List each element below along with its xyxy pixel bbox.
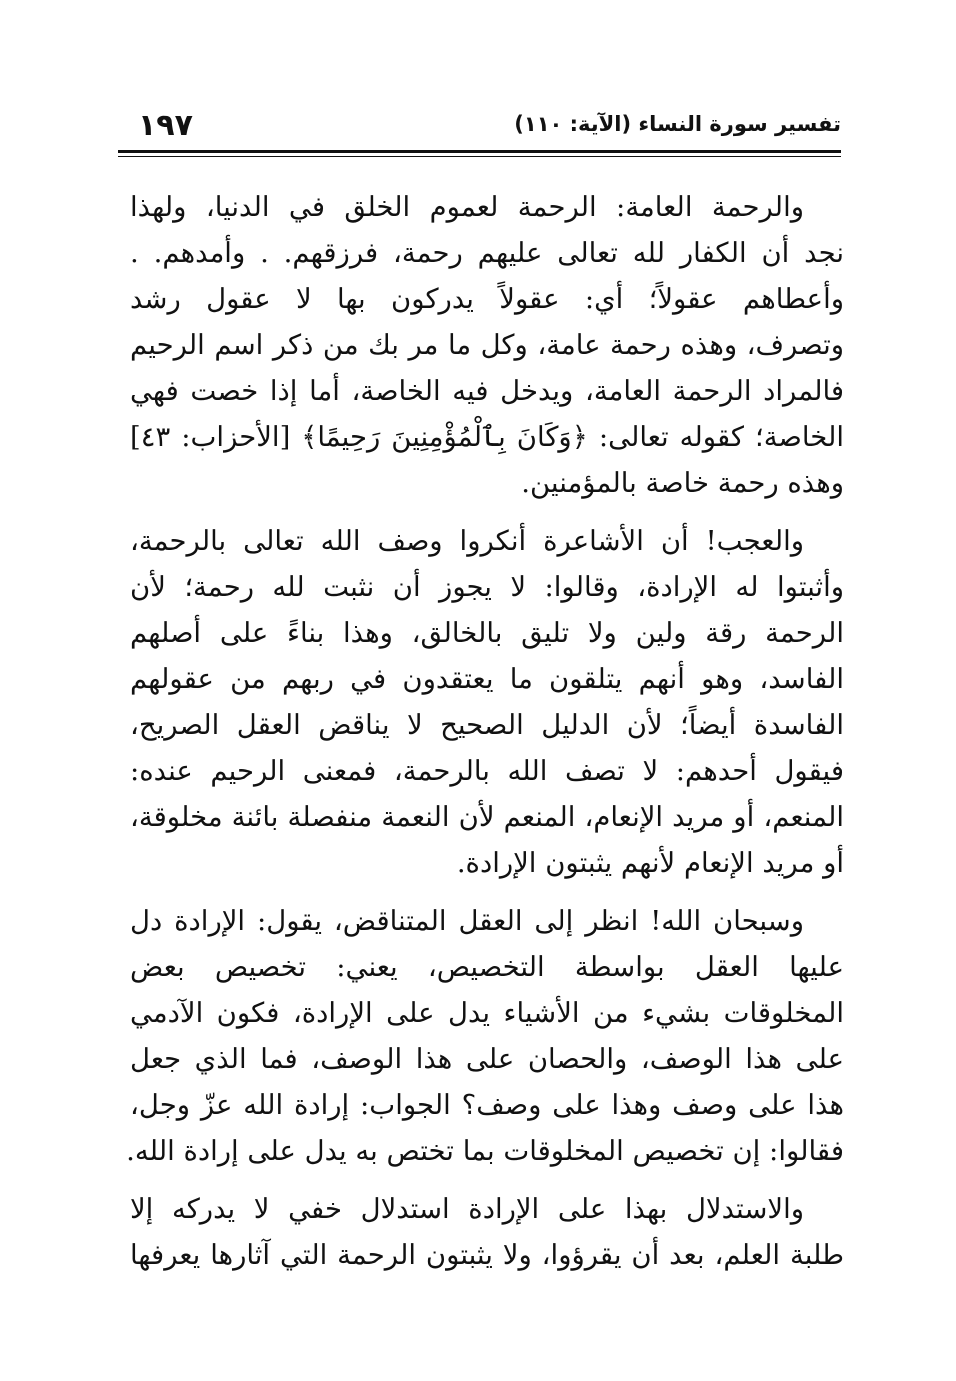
text-line: الفاسد، وهو أنهم يتلقون ما يعتقدون في ربهم من عقولهم	[130, 663, 844, 695]
text-line: وأثبتوا له الإرادة، وقالوا: لا يجوز أن نثبت لله رحمة؛ لأن	[130, 571, 844, 603]
text-line: على هذا الوصف، والحصان على هذا الوصف، فما الذي جعل	[130, 1043, 844, 1075]
text-line: هذا على وصف وهذا على وصف؟ الجواب: إرادة الله عزّ وجل،	[130, 1089, 844, 1121]
header-rule-thin	[118, 156, 841, 157]
text-line: عليها العقل بواسطة التخصيص، يعني: تخصيص بعض	[130, 951, 844, 983]
text-line: وهذه رحمة خاصة بالمؤمنين.	[521, 467, 844, 499]
text-line: والرحمة العامة: الرحمة لعموم الخلق في الدنيا، ولهذا	[130, 191, 804, 223]
text-line: فقالوا: إن تخصيص المخلوقات بما تختص به يدل على إرادة الله.	[126, 1135, 844, 1167]
text-line: والاستدلال بهذا على الإرادة استدلال خفي لا يدركه إلا	[130, 1193, 804, 1225]
text-line: المنعم، أو مريد الإنعام، المنعم لأن النعمة منفصلة بائنة مخلوقة،	[130, 801, 844, 833]
text-line: أو مريد الإنعام لأنهم يثبتون الإرادة.	[456, 847, 844, 879]
text-line: الرحمة رقة ولين ولا تليق بالخالق، وهذا بناءً على أصلهم	[130, 617, 844, 649]
page-number: ١٩٧	[138, 108, 193, 143]
text-line: نجد أن الكفار لله تعالى عليهم رحمة، فرزقهم. . وأمدهم. .	[130, 237, 844, 269]
text-line: وسبحان الله! انظر إلى العقل المتناقض، يقول: الإرادة دل	[130, 905, 804, 937]
page-header	[120, 108, 841, 150]
text-line: وتصرف، وهذه رحمة عامة، وكل ما مر بك من ذكر اسم الرحيم	[130, 329, 844, 361]
text-line: الفاسدة أيضاً؛ لأن الدليل الصحيح لا يناقض العقل الصريح،	[130, 709, 844, 741]
paragraph-2	[130, 518, 844, 886]
text-line: فيقول أحدهم: لا تصف الله بالرحمة، فمعنى الرحيم عنده:	[130, 755, 844, 787]
paragraph-4	[130, 1186, 844, 1278]
paragraph-1	[130, 184, 844, 506]
body-text	[126, 184, 844, 1290]
text-line: المخلوقات بشيء من الأشياء يدل على الإرادة، فكون الآدمي	[130, 997, 844, 1029]
text-line: وأعطاهم عقولاً؛ أي: عقولاً يدركون بها لا عقول رشد	[130, 283, 844, 315]
text-line: والعجب! أن الأشاعرة أنكروا وصف الله تعالى بالرحمة،	[130, 525, 804, 557]
text-line: طلبة العلم، بعد أن يقرؤوا، ولا يثبتون الرحمة التي آثارها يعرفها	[130, 1239, 844, 1271]
running-header-title: تفسير سورة النساء (الآية: ١١٠)	[514, 112, 841, 136]
paragraph-3	[126, 898, 844, 1174]
header-rule-thick	[118, 150, 841, 153]
text-line: فالمراد الرحمة العامة، ويدخل فيه الخاصة، أما إذا خصت فهي	[130, 375, 844, 407]
text-line: الخاصة؛ كقوله تعالى: ﴿وَكَانَ بِٱلْمُؤْمِنِينَ رَحِيمًا﴾ [الأحزاب: ٤٣]	[130, 421, 844, 453]
